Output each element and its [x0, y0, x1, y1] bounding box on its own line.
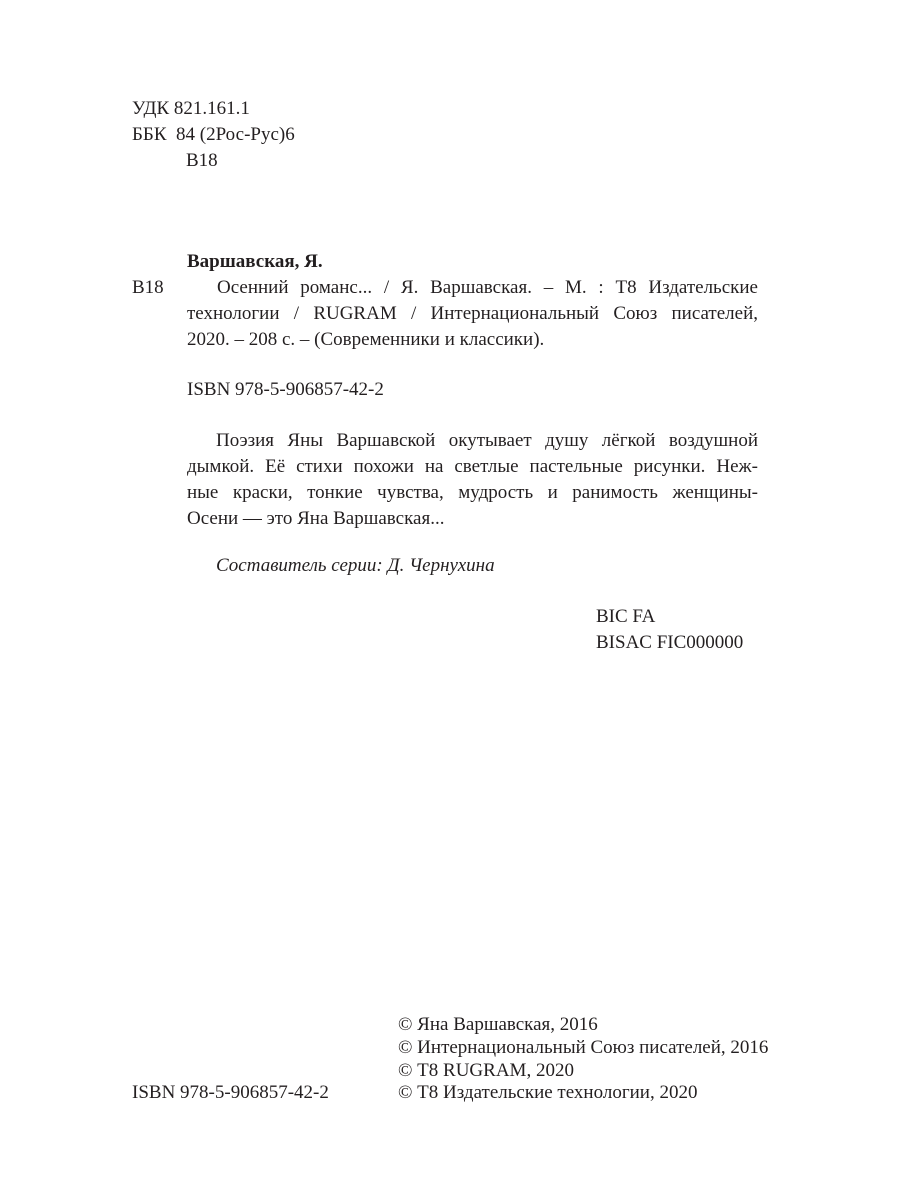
footer-isbn: ISBN 978-5-906857-42-2	[132, 1082, 329, 1103]
copyright-line: © Т8 RUGRAM, 2020	[398, 1060, 574, 1081]
record-line: Осенний романс... / Я. Варшавская. – М. : Т8 Издательские	[217, 277, 758, 298]
isbn-line: ISBN 978-5-906857-42-2	[187, 379, 384, 400]
record-author-mark: В18	[132, 277, 164, 298]
record-line: технологии / RUGRAM / Интернациональный Союз писателей,	[187, 303, 758, 324]
annotation-line: дымкой. Её стихи похожи на светлые пастельные рисунки. Неж-	[187, 456, 758, 477]
copyright-line: © Т8 Издательские технологии, 2020	[398, 1082, 698, 1103]
annotation-line: Осени — это Яна Варшавская...	[187, 508, 445, 529]
bbk-code: ББК 84 (2Рос-Рус)6	[132, 124, 295, 145]
bic-code: BIC FA	[596, 606, 656, 627]
copyright-line: © Интернациональный Союз писателей, 2016	[398, 1037, 769, 1058]
annotation-line: Поэзия Яны Варшавской окутывает душу лёгкой воздушной	[216, 430, 758, 451]
annotation-line: ные краски, тонкие чувства, мудрость и ранимость женщины-	[187, 482, 758, 503]
annotation-text	[187, 428, 758, 532]
copyright-line: © Яна Варшавская, 2016	[398, 1014, 598, 1035]
bisac-code: BISAC FIC000000	[596, 632, 744, 653]
record-line: 2020. – 208 с. – (Современники и классики).	[187, 329, 545, 350]
author-mark: В18	[186, 150, 218, 171]
udk-code: УДК 821.161.1	[132, 98, 250, 119]
author-heading: Варшавская, Я.	[187, 251, 323, 272]
record-description	[187, 275, 758, 353]
series-compiler: Составитель серии: Д. Чернухина	[216, 555, 495, 576]
